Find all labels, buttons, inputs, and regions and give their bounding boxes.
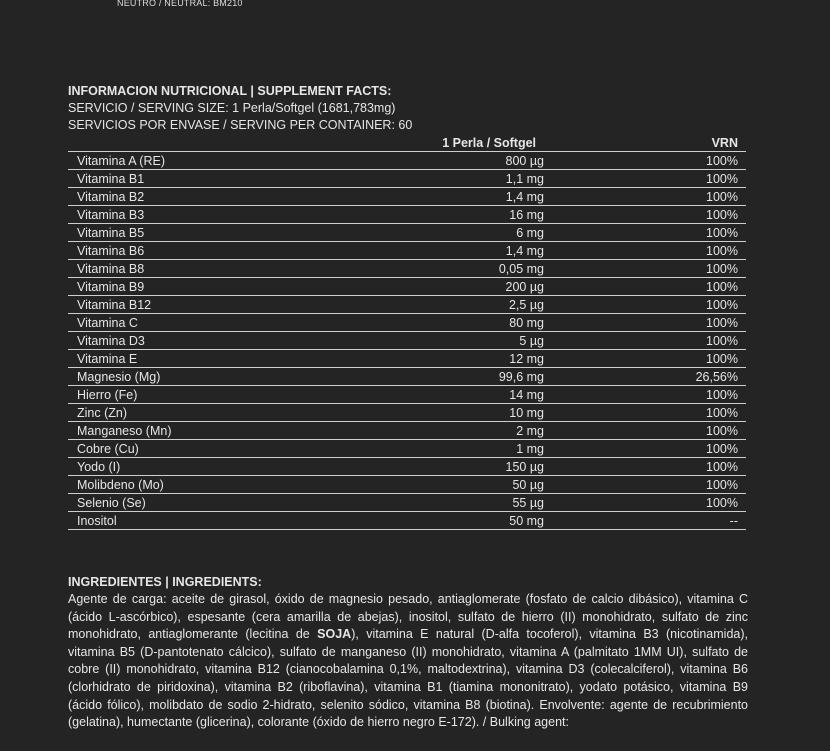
ingredients-text-part-2: ), vitamina E natural (D-alfa tocoferol), vitamina B3 (nicotinamida), vitamina B5 (D-pantotenato cálcico), sulfato de manganeso (II) monohidrato, vitamina A (palmitato 1MM UI), sulfato de cobre (II) monohidrato, vitamina B12 (cianocobalamina 0,1%, maltodextrina), vitamina D3 (colecalciferol), vitamina B6 (clorhidrato de piridoxina), vitamina B2 (riboflavina), vitamina B1 (tiamina mononitrato), yodato potásico, vitamina B9 (ácido fólico), molibdato de sodio 2-hidrato, selenito sódico, vitamina B8 (biotina). Envolvente: agente de recubrimiento (gelatina), humectante (glicerina), colorante (óxido de hierro negro E-172). / Bulking agent: [68,627,748,730]
column-header-vrn: VRN [544,135,746,152]
nutrient-name: Vitamina C [68,314,377,332]
product-code: NEUTRO / NEUTRAL: BM210 [117,0,243,8]
nutrient-vrn: 100% [544,350,746,368]
nutrient-vrn: 100% [544,224,746,242]
nutrient-vrn: 100% [544,422,746,440]
servings-per-container: SERVICIOS POR ENVASE / SERVING PER CONTAINER: 60 [68,118,413,132]
table-row [68,188,746,206]
nutrient-amount: 0,05 mg [377,260,544,278]
nutrient-name: Zinc (Zn) [68,404,377,422]
nutrient-name: Molibdeno (Mo) [68,476,377,494]
table-row [68,476,746,494]
nutrient-amount: 1,1 mg [377,170,544,188]
nutrient-amount: 12 mg [377,350,544,368]
table-row [68,170,746,188]
nutrient-vrn: 100% [544,188,746,206]
nutrient-name: Selenio (Se) [68,494,377,512]
nutrient-amount: 2 mg [377,422,544,440]
nutrient-amount: 14 mg [377,386,544,404]
nutrient-amount: 80 mg [377,314,544,332]
nutrient-amount: 55 µg [377,494,544,512]
nutrient-name: Vitamina A (RE) [68,152,377,170]
nutrient-name: Vitamina B12 [68,296,377,314]
nutrient-name: Vitamina B6 [68,242,377,260]
nutrient-amount: 1,4 mg [377,188,544,206]
table-row [68,224,746,242]
table-row [68,350,746,368]
nutrient-vrn: 26,56% [544,368,746,386]
nutrient-name: Vitamina D3 [68,332,377,350]
nutrient-name: Inositol [68,512,377,530]
nutrient-name: Vitamina B8 [68,260,377,278]
ingredients-title: INGREDIENTES | INGREDIENTS: [68,575,262,589]
table-row [68,494,746,512]
nutrient-name: Hierro (Fe) [68,386,377,404]
nutrient-vrn: -- [544,512,746,530]
allergen-highlight: SOJA [317,627,352,642]
nutrient-vrn: 100% [544,170,746,188]
nutrient-name: Manganeso (Mn) [68,422,377,440]
supplement-facts-panel [68,83,748,530]
table-row [68,512,746,530]
table-row [68,332,746,350]
table-row [68,458,746,476]
nutrient-amount: 1 mg [377,440,544,458]
nutrient-amount: 1,4 mg [377,242,544,260]
table-row [68,404,746,422]
serving-size: SERVICIO / SERVING SIZE: 1 Perla/Softgel (1681,783mg) [68,101,396,115]
nutrition-table [68,135,746,530]
nutrient-amount: 50 µg [377,476,544,494]
table-row [68,242,746,260]
nutrient-amount: 6 mg [377,224,544,242]
nutrient-vrn: 100% [544,278,746,296]
nutrient-amount: 10 mg [377,404,544,422]
column-header-nutrient [68,135,377,152]
nutrient-name: Vitamina B9 [68,278,377,296]
ingredients-text [68,591,748,732]
ingredients-section [68,574,748,732]
nutrient-name: Vitamina B3 [68,206,377,224]
nutrient-name: Vitamina B2 [68,188,377,206]
table-row [68,386,746,404]
table-row [68,296,746,314]
nutrient-vrn: 100% [544,404,746,422]
nutrient-amount: 5 µg [377,332,544,350]
nutrient-name: Vitamina E [68,350,377,368]
table-row [68,314,746,332]
table-row [68,206,746,224]
table-row [68,152,746,170]
table-row [68,422,746,440]
nutrition-table-body [68,152,746,530]
nutrient-vrn: 100% [544,242,746,260]
nutrient-amount: 200 µg [377,278,544,296]
nutrient-amount: 99,6 mg [377,368,544,386]
nutrient-vrn: 100% [544,296,746,314]
nutrient-amount: 800 µg [377,152,544,170]
table-row [68,368,746,386]
nutrient-amount: 2,5 µg [377,296,544,314]
ingredients-text-part-1: Agente de carga: aceite de girasol, óxido de magnesio pesado, antiaglomerate (fosfato de calcio dibásico), vitamina C (ácido L-ascórbico), espesante (cera amarilla de abejas), inositol, sulfato de hierro (II) monohidrato, sulfato de zinc monohidrato, antiaglomerante (lecitina de [68,592,748,642]
nutrient-vrn: 100% [544,494,746,512]
table-row [68,260,746,278]
nutrient-name: Vitamina B5 [68,224,377,242]
nutrient-name: Vitamina B1 [68,170,377,188]
nutrient-name: Magnesio (Mg) [68,368,377,386]
table-header-row [68,135,746,152]
nutrient-amount: 50 mg [377,512,544,530]
table-row [68,278,746,296]
facts-title: INFORMACION NUTRICIONAL | SUPPLEMENT FACTS: [68,84,392,98]
nutrient-amount: 150 µg [377,458,544,476]
nutrient-amount: 16 mg [377,206,544,224]
nutrient-vrn: 100% [544,332,746,350]
nutrient-vrn: 100% [544,386,746,404]
nutrient-vrn: 100% [544,260,746,278]
nutrient-name: Yodo (I) [68,458,377,476]
nutrient-vrn: 100% [544,458,746,476]
nutrient-vrn: 100% [544,476,746,494]
column-header-amount: 1 Perla / Softgel [377,135,544,152]
nutrient-vrn: 100% [544,440,746,458]
nutrient-vrn: 100% [544,152,746,170]
nutrient-vrn: 100% [544,206,746,224]
nutrient-vrn: 100% [544,314,746,332]
nutrient-name: Cobre (Cu) [68,440,377,458]
table-row [68,440,746,458]
